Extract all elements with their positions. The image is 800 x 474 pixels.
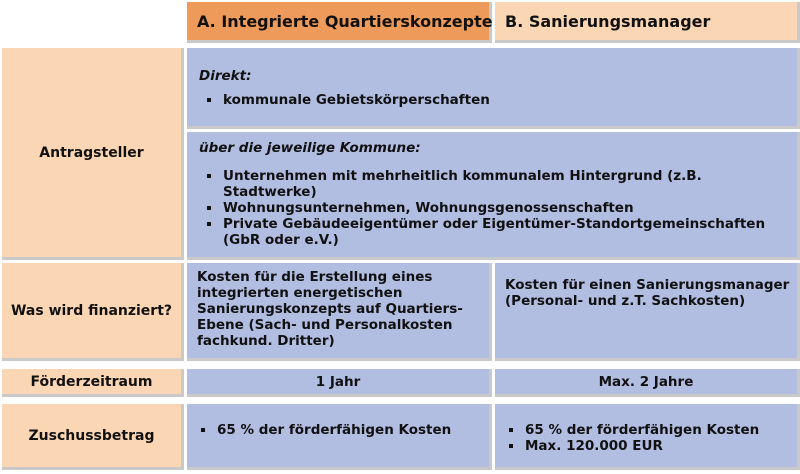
antragsteller-direkt-cell — [187, 48, 800, 129]
zuschuss-col-a-list — [193, 422, 483, 438]
zuschuss-col-b — [495, 404, 800, 470]
row-label-finanziert — [2, 263, 184, 361]
zuschuss-label: Zuschussbetrag — [28, 427, 155, 444]
finanziert-label: Was wird finanziert? — [10, 302, 173, 319]
zeitraum-label: Förderzeitraum — [30, 373, 153, 390]
kommune-item: Wohnungsunternehmen, Wohnungsgenossenschaften — [199, 200, 785, 216]
header-col-b — [495, 2, 800, 43]
direkt-list — [199, 92, 785, 108]
antragsteller-label: Antragsteller — [39, 144, 144, 161]
finanziert-col-b-text: Kosten für einen Sanierungsmanager (Personal- und z.T. Sachkosten) — [505, 277, 790, 309]
header-col-a — [187, 2, 492, 43]
zuschuss-col-a — [187, 404, 492, 470]
zeitraum-col-a-text: 1 Jahr — [315, 373, 361, 390]
header-col-a-label: A. Integrierte Quartierskonzepte — [197, 11, 493, 31]
direkt-intro: Direkt: — [199, 68, 252, 84]
kommune-intro: über die jeweilige Kommune: — [199, 140, 421, 156]
zeitraum-col-b-text: Max. 2 Jahre — [598, 373, 694, 390]
antragsteller-kommune-cell — [187, 132, 800, 260]
finanziert-col-a — [187, 263, 492, 361]
zeitraum-col-b — [495, 369, 800, 397]
zeitraum-col-a — [187, 369, 492, 397]
zuschuss-col-b-list — [501, 422, 791, 454]
header-col-b-label: B. Sanierungsmanager — [505, 11, 711, 31]
kommune-list — [199, 168, 785, 248]
finanziert-col-b — [495, 263, 800, 361]
row-label-zeitraum — [2, 369, 184, 397]
row-label-antragsteller — [2, 48, 184, 260]
zuschuss-item: 65 % der förderfähigen Kosten — [501, 422, 791, 438]
kommune-item: Private Gebäudeeigentümer oder Eigentümer-Standortgemeinschaften (GbR oder e.V.) — [199, 216, 785, 248]
direkt-item: kommunale Gebietskörperschaften — [199, 92, 785, 108]
zuschuss-item: Max. 120.000 EUR — [501, 438, 791, 454]
kommune-item: Unternehmen mit mehrheitlich kommunalem Hintergrund (z.B. Stadtwerke) — [199, 168, 785, 200]
zuschuss-item: 65 % der förderfähigen Kosten — [193, 422, 483, 438]
row-label-zuschuss — [2, 404, 184, 470]
finanziert-col-a-text: Kosten für die Erstellung eines integrierten energetischen Sanierungskonzepts auf Quartiers-Ebene (Sach- und Personalkosten fachkund. Dritter) — [197, 269, 463, 349]
